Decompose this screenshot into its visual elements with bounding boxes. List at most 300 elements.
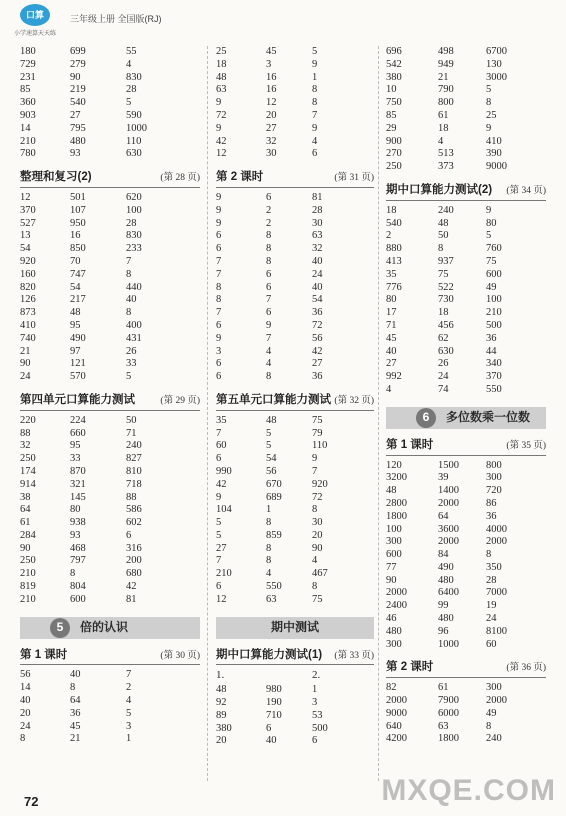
- answer-cell: 55: [126, 46, 137, 57]
- answer-cell: 630: [438, 345, 454, 357]
- answer-cell: 12: [216, 593, 227, 605]
- answer-cell: 219: [70, 84, 86, 96]
- answer-cell: 63: [266, 593, 277, 605]
- answer-cell: 2: [386, 230, 392, 242]
- answer-cell: 39: [438, 472, 449, 484]
- answer-cell: 6: [266, 281, 272, 293]
- answer-cell: 64: [20, 504, 31, 516]
- answer-cell: 776: [386, 281, 402, 293]
- answer-cell: 480: [386, 625, 402, 637]
- answer-cell: 86: [486, 497, 497, 509]
- answer-row: [216, 123, 374, 136]
- answer-cell: 210: [486, 307, 502, 319]
- answer-row: [20, 453, 200, 466]
- answer-cell: 410: [20, 319, 36, 331]
- answer-cell: 110: [312, 440, 328, 452]
- answer-cell: 2000: [486, 695, 507, 707]
- answer-row: [386, 498, 546, 511]
- answer-cell: 710: [266, 709, 282, 721]
- answer-cell: 35: [216, 414, 227, 426]
- answer-block: [386, 205, 546, 397]
- section-header: [216, 649, 374, 666]
- answer-block: [20, 46, 200, 161]
- answer-row: [20, 492, 200, 505]
- answer-cell: 90: [20, 358, 31, 370]
- answer-cell: 27: [386, 358, 397, 370]
- answer-cell: 8: [126, 307, 132, 319]
- answer-cell: 718: [126, 478, 142, 490]
- answer-cell: 64: [438, 510, 449, 522]
- answer-cell: 740: [20, 332, 36, 344]
- answer-cell: 49: [486, 281, 497, 293]
- answer-cell: 80: [486, 217, 497, 229]
- answer-cell: 250: [386, 161, 402, 173]
- answer-cell: 501: [70, 191, 86, 203]
- section-header: [20, 649, 200, 666]
- answer-cell: 760: [486, 243, 502, 255]
- answer-cell: 380: [216, 722, 232, 734]
- answer-cell: 6000: [438, 707, 459, 719]
- answer-cell: 7: [216, 268, 222, 280]
- answer-cell: 53: [312, 709, 323, 721]
- answer-row: [386, 72, 546, 85]
- answer-cell: 130: [486, 58, 502, 70]
- answer-cell: 200: [126, 555, 142, 567]
- answer-row: [216, 697, 374, 710]
- answer-cell: 2000: [386, 587, 407, 599]
- answer-row: [216, 517, 374, 530]
- answer-cell: 1000: [438, 638, 459, 650]
- answer-cell: 1: [266, 504, 272, 516]
- answer-row: [20, 594, 200, 607]
- answer-cell: 720: [486, 485, 502, 497]
- answer-cell: 48: [266, 414, 277, 426]
- answer-cell: 75: [438, 268, 449, 280]
- unit-banner: [20, 617, 200, 639]
- answer-row: [20, 682, 200, 695]
- answer-cell: 480: [70, 135, 86, 147]
- answer-cell: 30: [312, 517, 323, 529]
- answer-row: [386, 110, 546, 123]
- answer-cell: 20: [20, 707, 31, 719]
- answer-cell: 21: [70, 733, 81, 745]
- answer-row: [386, 358, 546, 371]
- answer-row: [386, 269, 546, 282]
- answer-cell: 540: [70, 97, 86, 109]
- answer-cell: 54: [70, 281, 81, 293]
- answer-row: [386, 123, 546, 136]
- answer-cell: 7: [126, 255, 132, 267]
- answer-cell: 900: [386, 135, 402, 147]
- answer-cell: 44: [486, 345, 497, 357]
- answer-row: [20, 123, 200, 136]
- answer-row: [386, 721, 546, 734]
- answer-cell: 810: [126, 465, 142, 477]
- answer-cell: 670: [266, 478, 282, 490]
- answer-row: [386, 320, 546, 333]
- answer-cell: 72: [312, 319, 323, 331]
- answer-cell: 85: [386, 109, 397, 121]
- answer-row: [216, 543, 374, 556]
- answer-row: [386, 218, 546, 231]
- answer-row: [20, 84, 200, 97]
- answer-row: [216, 594, 374, 607]
- answer-block: [20, 669, 200, 746]
- answer-cell: 689: [266, 491, 282, 503]
- answer-cell: 300: [386, 638, 402, 650]
- answer-cell: 850: [70, 243, 86, 255]
- answer-row: [386, 294, 546, 307]
- answer-cell: 210: [20, 135, 36, 147]
- answer-cell: 60: [486, 638, 497, 650]
- answer-cell: 321: [70, 478, 86, 490]
- answer-cell: 550: [486, 383, 502, 395]
- answer-cell: 90: [70, 71, 81, 83]
- answer-cell: 45: [266, 46, 277, 57]
- answer-cell: 27: [312, 358, 323, 370]
- section-page: (第 30 页): [160, 650, 200, 661]
- answer-cell: 9: [312, 453, 318, 465]
- answer-cell: 9: [216, 332, 222, 344]
- answer-cell: 3200: [386, 472, 407, 484]
- answer-cell: 350: [486, 561, 502, 573]
- answer-cell: 859: [266, 529, 282, 541]
- answer-row: [386, 733, 546, 746]
- answer-cell: 250: [20, 555, 36, 567]
- answer-cell: 949: [438, 58, 454, 70]
- answer-cell: 7: [312, 109, 318, 121]
- answer-row: [20, 721, 200, 734]
- answer-cell: 804: [70, 581, 86, 593]
- answer-block: [216, 192, 374, 384]
- answer-cell: 32: [312, 243, 323, 255]
- answer-cell: 6: [312, 148, 318, 160]
- answer-cell: 28: [486, 574, 497, 586]
- answer-cell: 70: [70, 255, 81, 267]
- answer-block: [386, 682, 546, 746]
- answer-row: [386, 695, 546, 708]
- answer-cell: 6: [216, 453, 222, 465]
- answer-cell: 7: [216, 307, 222, 319]
- answer-row: [216, 333, 374, 346]
- answer-row: [386, 708, 546, 721]
- answer-cell: 75: [486, 255, 497, 267]
- answer-row: [20, 307, 200, 320]
- answer-cell: 17: [386, 307, 397, 319]
- answer-cell: 75: [312, 593, 323, 605]
- answer-cell: 795: [70, 122, 86, 134]
- answer-cell: 8: [486, 97, 492, 109]
- answer-row: [216, 479, 374, 492]
- answer-cell: 32: [266, 135, 277, 147]
- answer-cell: 180: [20, 46, 36, 57]
- section-title: 期中口算能力测试(2): [386, 183, 493, 196]
- answer-cell: 9: [216, 491, 222, 503]
- answer-cell: 100: [386, 523, 402, 535]
- answer-cell: 468: [70, 542, 86, 554]
- answer-cell: 6: [216, 371, 222, 383]
- answer-cell: 498: [438, 46, 454, 57]
- sub-header-2: 2.: [312, 669, 321, 682]
- answer-cell: 25: [486, 109, 497, 121]
- answer-cell: 300: [486, 472, 502, 484]
- answer-cell: 24: [486, 613, 497, 625]
- answer-row: [386, 587, 546, 600]
- answer-cell: 600: [70, 593, 86, 605]
- answer-row: [216, 136, 374, 149]
- answer-row: [20, 333, 200, 346]
- answer-row: [386, 148, 546, 161]
- answer-cell: 18: [216, 58, 227, 70]
- answer-row: [386, 243, 546, 256]
- answer-row: [386, 97, 546, 110]
- answer-cell: 5: [126, 707, 132, 719]
- answer-row: [386, 256, 546, 269]
- answer-cell: 8: [312, 97, 318, 109]
- answer-block: [20, 192, 200, 384]
- answer-cell: 5: [266, 440, 272, 452]
- answer-cell: 7: [266, 332, 272, 344]
- answer-cell: 4: [126, 695, 132, 707]
- answer-cell: 12: [20, 191, 31, 203]
- answer-cell: 120: [386, 459, 402, 471]
- answer-cell: 4: [266, 358, 272, 370]
- answer-row: [20, 59, 200, 72]
- answer-cell: 48: [70, 307, 81, 319]
- answer-cell: 48: [438, 217, 449, 229]
- answer-row: [216, 555, 374, 568]
- answer-cell: 6: [312, 735, 318, 747]
- answer-row: [20, 256, 200, 269]
- answer-cell: 1: [312, 684, 318, 696]
- answer-cell: 400: [126, 319, 142, 331]
- answer-row: [386, 205, 546, 218]
- answer-cell: 5: [126, 97, 132, 109]
- answer-cell: 8: [266, 255, 272, 267]
- answer-cell: 26: [438, 358, 449, 370]
- answer-row: [216, 59, 374, 72]
- answer-row: [216, 684, 374, 697]
- answer-cell: 95: [70, 319, 81, 331]
- answer-cell: 36: [312, 371, 323, 383]
- answer-cell: 8100: [486, 625, 507, 637]
- answer-cell: 4200: [386, 733, 407, 745]
- answer-cell: 279: [70, 58, 86, 70]
- answer-cell: 14: [20, 122, 31, 134]
- answer-cell: 873: [20, 307, 36, 319]
- answer-row: [20, 504, 200, 517]
- answer-block: [216, 415, 374, 607]
- unit-banner: [386, 407, 546, 429]
- answer-block: [20, 415, 200, 607]
- answer-row: [216, 723, 374, 736]
- answer-cell: 797: [70, 555, 86, 567]
- answer-cell: 24: [20, 720, 31, 732]
- answer-row: [216, 415, 374, 428]
- answer-cell: 4: [312, 555, 318, 567]
- answer-cell: 20: [216, 735, 227, 747]
- answer-cell: 27: [70, 109, 81, 121]
- answer-cell: 24: [20, 371, 31, 383]
- answer-cell: 980: [266, 684, 282, 696]
- answer-cell: 9000: [486, 161, 507, 173]
- answer-cell: 1400: [438, 485, 459, 497]
- answer-cell: 729: [20, 58, 36, 70]
- column-2: [216, 46, 374, 748]
- answer-cell: 95: [70, 440, 81, 452]
- answer-cell: 6400: [438, 587, 459, 599]
- answer-cell: 46: [386, 613, 397, 625]
- answer-cell: 85: [20, 84, 31, 96]
- answer-cell: 99: [438, 600, 449, 612]
- answer-cell: 819: [20, 581, 36, 593]
- answer-row: [216, 230, 374, 243]
- answer-row: [20, 568, 200, 581]
- answer-cell: 210: [216, 568, 232, 580]
- answer-cell: 620: [126, 191, 142, 203]
- answer-cell: 72: [312, 491, 323, 503]
- answer-cell: 6: [266, 191, 272, 203]
- answer-row: [20, 543, 200, 556]
- answer-cell: 5: [216, 517, 222, 529]
- section-title: 整理和复习(2): [20, 171, 92, 184]
- answer-row: [216, 148, 374, 161]
- answer-cell: 6: [126, 529, 132, 541]
- section-title: 第 1 课时: [20, 648, 68, 661]
- answer-cell: 224: [70, 414, 86, 426]
- answer-cell: 360: [20, 97, 36, 109]
- answer-row: [216, 294, 374, 307]
- answer-cell: 830: [126, 230, 142, 242]
- unit-name: 期中测试: [270, 620, 319, 635]
- answer-cell: 25: [216, 46, 227, 57]
- section-title: 第 2 课时: [386, 661, 434, 674]
- answer-cell: 210: [20, 568, 36, 580]
- answer-cell: 250: [20, 453, 36, 465]
- answer-cell: 80: [70, 504, 81, 516]
- answer-cell: 16: [266, 84, 277, 96]
- answer-cell: 937: [438, 255, 454, 267]
- answer-row: [386, 346, 546, 359]
- answer-cell: 5: [486, 230, 492, 242]
- answer-row: [20, 555, 200, 568]
- answer-row: [386, 682, 546, 695]
- answer-cell: 4000: [486, 523, 507, 535]
- answer-row: [216, 358, 374, 371]
- answer-cell: 920: [312, 478, 328, 490]
- answer-cell: 36: [70, 707, 81, 719]
- answer-row: [386, 600, 546, 613]
- answer-cell: 8: [70, 568, 76, 580]
- answer-cell: 63: [312, 230, 323, 242]
- answer-row: [386, 511, 546, 524]
- answer-cell: 903: [20, 109, 36, 121]
- section-page: (第 35 页): [506, 440, 546, 451]
- answer-cell: 3: [126, 720, 132, 732]
- answer-cell: 42: [216, 478, 227, 490]
- answer-row: [20, 440, 200, 453]
- answer-cell: 6: [216, 243, 222, 255]
- answer-cell: 33: [126, 358, 137, 370]
- answer-cell: 300: [386, 536, 402, 548]
- answer-cell: 7: [216, 255, 222, 267]
- unit-number: 6: [416, 408, 436, 428]
- answer-cell: 233: [126, 243, 142, 255]
- answer-cell: 10: [386, 84, 397, 96]
- answer-row: [20, 466, 200, 479]
- answer-cell: 110: [126, 135, 142, 147]
- answer-cell: 97: [70, 345, 81, 357]
- answer-row: [216, 269, 374, 282]
- answer-cell: 680: [126, 568, 142, 580]
- answer-cell: 2: [266, 204, 272, 216]
- answer-cell: 8: [266, 555, 272, 567]
- answer-cell: 870: [70, 465, 86, 477]
- answer-cell: 72: [216, 109, 227, 121]
- answer-cell: 40: [386, 345, 397, 357]
- answer-cell: 1: [312, 71, 318, 83]
- answer-cell: 28: [126, 217, 137, 229]
- answer-cell: 9000: [386, 707, 407, 719]
- answer-row: [20, 479, 200, 492]
- answer-cell: 61: [438, 109, 449, 121]
- answer-cell: 6: [216, 358, 222, 370]
- answer-row: [216, 192, 374, 205]
- answer-cell: 3: [266, 58, 272, 70]
- answer-cell: 36: [486, 332, 497, 344]
- answer-cell: 20: [266, 109, 277, 121]
- answer-cell: 4: [386, 383, 392, 395]
- answer-cell: 410: [486, 135, 502, 147]
- answer-row: [20, 358, 200, 371]
- answer-cell: 500: [486, 319, 502, 331]
- answer-cell: 8: [486, 720, 492, 732]
- answer-cell: 630: [126, 148, 142, 160]
- answer-cell: 380: [386, 71, 402, 83]
- answer-row: [216, 84, 374, 97]
- answer-cell: 4: [126, 58, 132, 70]
- answer-cell: 18: [386, 204, 397, 216]
- answer-cell: 54: [266, 453, 277, 465]
- answer-cell: 174: [20, 465, 36, 477]
- answer-cell: 80: [386, 294, 397, 306]
- answer-cell: 35: [386, 268, 397, 280]
- brand-subtitle: 小学速算天天练: [14, 31, 57, 37]
- answer-cell: 570: [70, 371, 86, 383]
- answer-cell: 4: [266, 345, 272, 357]
- answer-cell: 28: [126, 84, 137, 96]
- answer-cell: 75: [312, 414, 323, 426]
- answer-cell: 2000: [438, 536, 459, 548]
- answer-cell: 104: [216, 504, 232, 516]
- answer-cell: 6: [266, 268, 272, 280]
- answer-cell: 56: [266, 465, 277, 477]
- answer-cell: 63: [438, 720, 449, 732]
- answer-cell: 8: [312, 504, 318, 516]
- answer-cell: 217: [70, 294, 86, 306]
- answer-cell: 18: [438, 122, 449, 134]
- answer-cell: 2: [126, 682, 132, 694]
- answer-block: [216, 684, 374, 748]
- answer-cell: 550: [266, 581, 282, 593]
- answer-cell: 40: [312, 255, 323, 267]
- answer-cell: 3: [216, 345, 222, 357]
- answer-row: [20, 218, 200, 231]
- answer-cell: 830: [126, 71, 142, 83]
- answer-row: [216, 428, 374, 441]
- answer-cell: 24: [312, 268, 323, 280]
- answer-cell: 373: [438, 161, 454, 173]
